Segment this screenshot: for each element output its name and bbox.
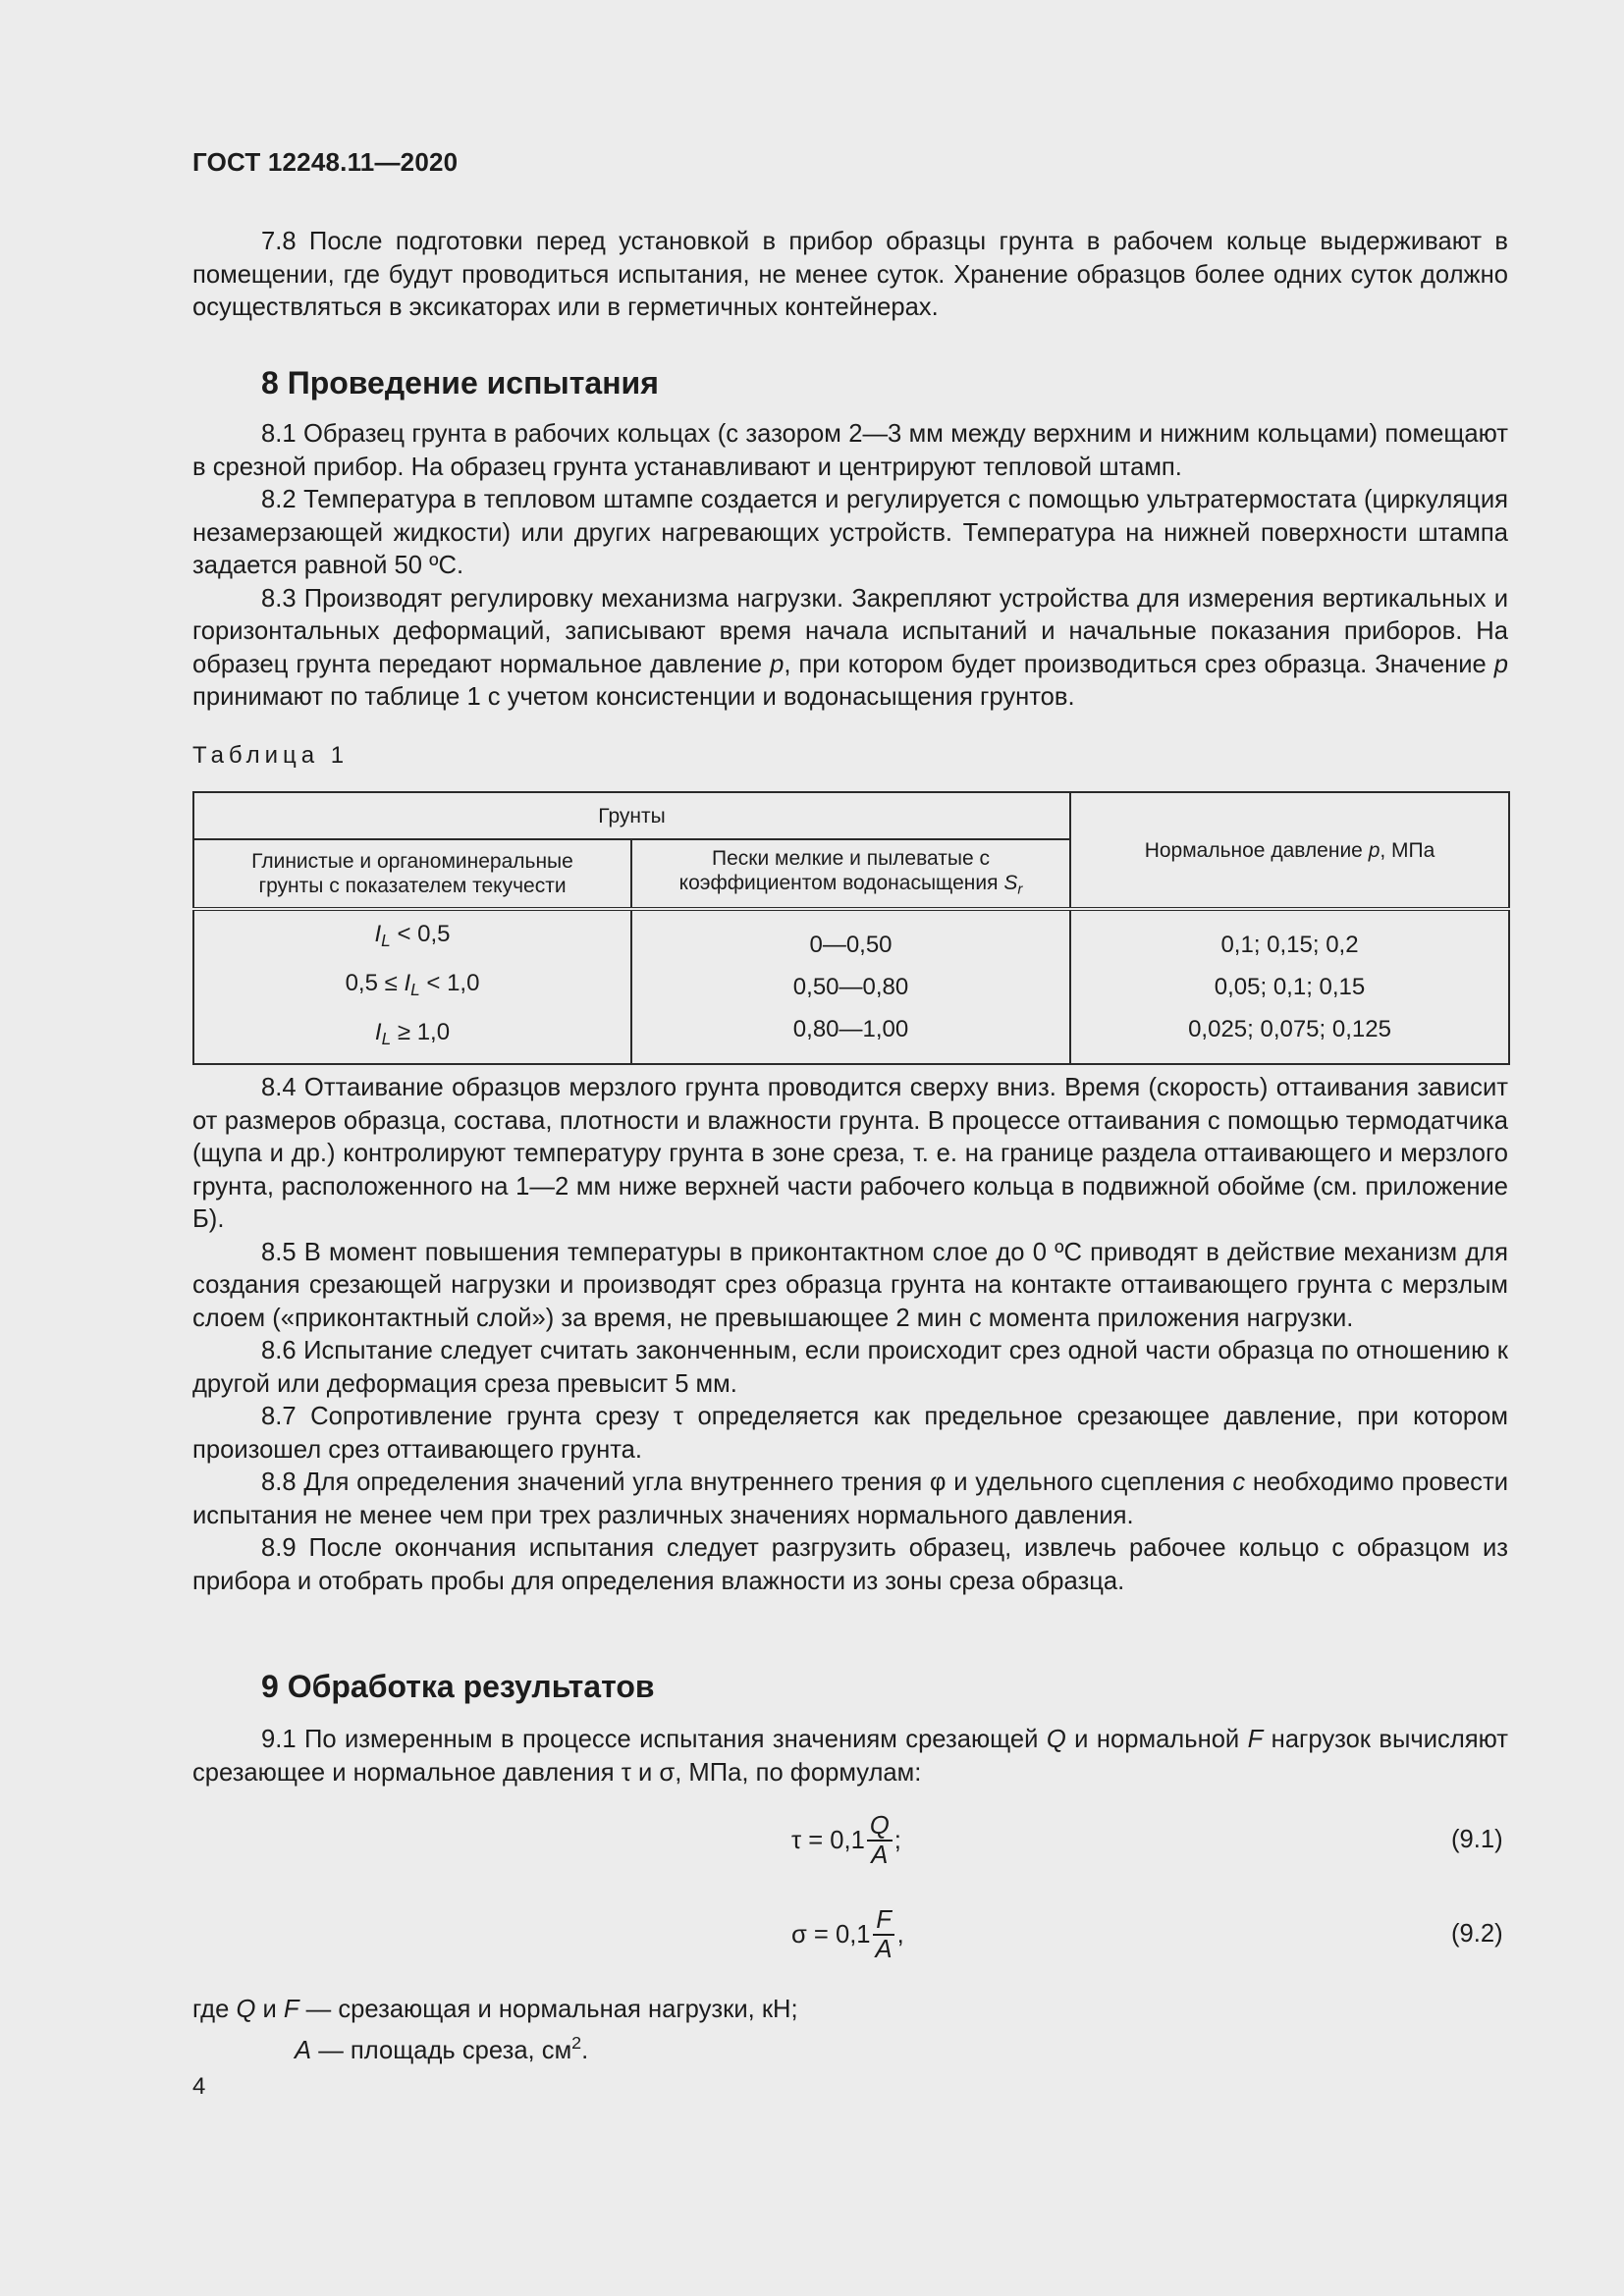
fraction bbox=[873, 1906, 895, 1963]
numerator: Q bbox=[867, 1812, 893, 1842]
paragraph-8-3 bbox=[192, 583, 1508, 715]
fraction bbox=[867, 1812, 893, 1869]
text-run: < 1,0 bbox=[419, 970, 480, 997]
table-row: 0,025; 0,075; 0,125 bbox=[1188, 1015, 1391, 1042]
text-run: и bbox=[255, 1996, 284, 2023]
variable-i: I bbox=[404, 970, 411, 997]
text-run: — площадь среза, см bbox=[311, 2036, 572, 2064]
variable-q: Q bbox=[1046, 1726, 1066, 1753]
paragraph-text bbox=[192, 1724, 1508, 1789]
header-clay bbox=[193, 839, 631, 909]
formula-legend bbox=[192, 1993, 798, 2067]
table-1 bbox=[192, 791, 1510, 1065]
section-8-title: 8 Проведение испытания bbox=[261, 365, 659, 400]
subscript-l: L bbox=[381, 931, 391, 951]
paragraph-text: 7.8 После подготовки перед установкой в прибор образцы грунта в рабочем кольце выдерживают в помещении, где будут проводиться испытания, не менее суток. Хранение образцов более одних суток должно осуществляться в эксикаторах или в герметичных контейнерах. bbox=[192, 228, 1508, 321]
variable-i: I bbox=[374, 921, 382, 947]
document-code-header: ГОСТ 12248.11—2020 bbox=[192, 147, 459, 177]
text-run: 8.8 Для определения значений угла внутреннего трения φ и удельного сцепления bbox=[261, 1468, 1233, 1496]
text-run: 0,5 ≤ bbox=[345, 970, 405, 997]
text-run: необходимо провести испытания не менее чем при трех различных значениях нормального давления. bbox=[192, 1468, 1508, 1529]
text-run: Глинистые и органоминеральные грунты с показателем текучести bbox=[251, 850, 573, 897]
text-run: принимают по таблице 1 с учетом консистенции и водонасыщения грунтов. bbox=[192, 683, 1075, 711]
page-number: 4 bbox=[192, 2073, 206, 2100]
text-run: Пески мелкие и пылеватые с коэффициентом водонасыщения bbox=[678, 846, 1004, 894]
formula-9-2 bbox=[791, 1906, 904, 1963]
paragraph-9-1 bbox=[192, 1724, 1508, 1789]
variable-f: F bbox=[283, 1996, 299, 2023]
paragraph-7-8 bbox=[192, 226, 1508, 325]
table-1-caption: Таблица 1 bbox=[192, 742, 350, 769]
text-run: , МПа bbox=[1380, 838, 1435, 862]
paragraph-8-6: 8.6 Испытание следует считать законченным, если происходит срез одной части образца по отношению к другой или деформация среза превысит 5 мм. bbox=[192, 1337, 1508, 1398]
paragraph-8-9: 8.9 После окончания испытания следует разгрузить образец, извлечь рабочее кольцо с образцом из прибора и отобрать пробы для определения влажности из зоны среза образца. bbox=[192, 1534, 1508, 1595]
text-run: где bbox=[192, 1996, 237, 2023]
numerator: F bbox=[873, 1906, 894, 1936]
paragraph-8-8 bbox=[192, 1467, 1508, 1532]
variable-q: Q bbox=[236, 1996, 256, 2023]
legend-row bbox=[192, 1993, 798, 2026]
header-sand bbox=[631, 839, 1070, 909]
table-cell-saturation bbox=[631, 909, 1070, 1064]
table-row: 0,05; 0,1; 0,15 bbox=[1214, 973, 1366, 1000]
text-run: < 0,5 bbox=[390, 921, 451, 947]
variable-i: I bbox=[374, 1019, 382, 1046]
table-row bbox=[194, 913, 630, 962]
section-8-paragraphs bbox=[192, 418, 1508, 715]
paragraph-8-4: 8.4 Оттаивание образцов мерзлого грунта проводится сверху вниз. Время (скорость) оттаивания зависит от размеров образца, состава, плотности и влажности грунта. В процессе оттаивания с помощью термодатчика (щупа и др.) контролируют температуру грунта в зоне среза, т. е. на границе раздела оттаивающего и мерзлого грунта, расположенного на 1—2 мм ниже верхней части рабочего кольца в подвижной обойме (см. приложение Б). bbox=[192, 1074, 1508, 1233]
denominator: A bbox=[875, 1936, 893, 1963]
variable-f: F bbox=[1247, 1726, 1264, 1753]
formula-lhs: τ = 0,1 bbox=[791, 1826, 865, 1854]
variable-p: p bbox=[1493, 650, 1508, 678]
table-row: 0,1; 0,15; 0,2 bbox=[1220, 931, 1359, 958]
variable-a: A bbox=[295, 2036, 312, 2064]
table-row: 0—0,50 bbox=[809, 931, 893, 958]
text-run: , при котором будет производиться срез образца. Значение bbox=[784, 650, 1494, 678]
header-pressure bbox=[1070, 792, 1509, 909]
section-9-title: 9 Обработка результатов bbox=[261, 1669, 655, 1704]
text-run: Нормальное давление bbox=[1144, 838, 1369, 862]
paragraph-8-7: 8.7 Сопротивление грунта срезу τ определяется как предельное срезающее давление, при котором произошел срез оттаивающего грунта. bbox=[192, 1403, 1508, 1464]
formula-9-1 bbox=[791, 1812, 901, 1869]
table-row bbox=[194, 1011, 630, 1060]
table-row bbox=[194, 962, 630, 1011]
variable-s: S bbox=[1003, 871, 1018, 894]
table-row: 0,50—0,80 bbox=[792, 973, 909, 1000]
formula-tail: , bbox=[896, 1920, 904, 1949]
subscript-r: r bbox=[1017, 881, 1023, 898]
legend-row bbox=[192, 2026, 798, 2067]
paragraph-8-1: 8.1 Образец грунта в рабочих кольцах (с зазором 2—3 мм между верхним и нижним кольцами) помещают в срезной прибор. На образец грунта устанавливают и центрируют тепловой штамп. bbox=[192, 420, 1508, 481]
formula-lhs: σ = 0,1 bbox=[791, 1920, 871, 1949]
text-run: 9.1 По измеренным в процессе испытания значениям срезающей bbox=[261, 1726, 1047, 1753]
table-cell-liquidity bbox=[193, 909, 631, 1064]
variable-p: p bbox=[1368, 838, 1380, 862]
paragraph-8-5: 8.5 В момент повышения температуры в приконтактном слое до 0 ºС приводят в действие механизм для создания срезающей нагрузки и производят срез образца грунта на контакте оттаивающего грунта с мерзлым слоем («приконтактный слой») за время, не превышающее 2 мин с момента приложения нагрузки. bbox=[192, 1238, 1508, 1332]
formula-tail: ; bbox=[893, 1826, 901, 1854]
equation-number-9-1: (9.1) bbox=[1451, 1826, 1503, 1853]
variable-p: p bbox=[770, 650, 785, 678]
table-cell-pressure bbox=[1070, 909, 1509, 1064]
paragraph-8-2: 8.2 Температура в тепловом штампе создается и регулируется с помощью ультратермостата (циркуляция незамерзающей жидкости) или других нагревающих устройств. Температура на нижней поверхности штампа задается равной 50 ºС. bbox=[192, 486, 1508, 579]
text-run: 8.3 Производят регулировку механизма нагрузки. Закрепляют устройства для измерения вертикальных и горизонтальных деформаций, записывают время начала испытаний и начальные показания приборов. На образец грунта передают нормальное давление bbox=[192, 584, 1508, 678]
text-run: . bbox=[581, 2036, 589, 2064]
equation-number-9-2: (9.2) bbox=[1451, 1920, 1503, 1948]
header-soils: Грунты bbox=[193, 792, 1070, 839]
text-run: и нормальной bbox=[1065, 1726, 1248, 1753]
subscript-l: L bbox=[381, 1029, 392, 1049]
subscript-l: L bbox=[410, 980, 420, 1000]
text-run: нагрузок вычисляют срезающее и нормальное давления τ и σ, МПа, по формулам: bbox=[192, 1726, 1508, 1787]
section-8-paragraphs-continued bbox=[192, 1072, 1508, 1598]
table-row: 0,80—1,00 bbox=[792, 1015, 909, 1042]
text-run: ≥ 1,0 bbox=[391, 1019, 451, 1046]
text-run: — срезающая и нормальная нагрузки, кН; bbox=[298, 1996, 798, 2023]
denominator: A bbox=[871, 1842, 889, 1869]
variable-c: c bbox=[1232, 1468, 1246, 1496]
superscript: 2 bbox=[571, 2033, 582, 2053]
